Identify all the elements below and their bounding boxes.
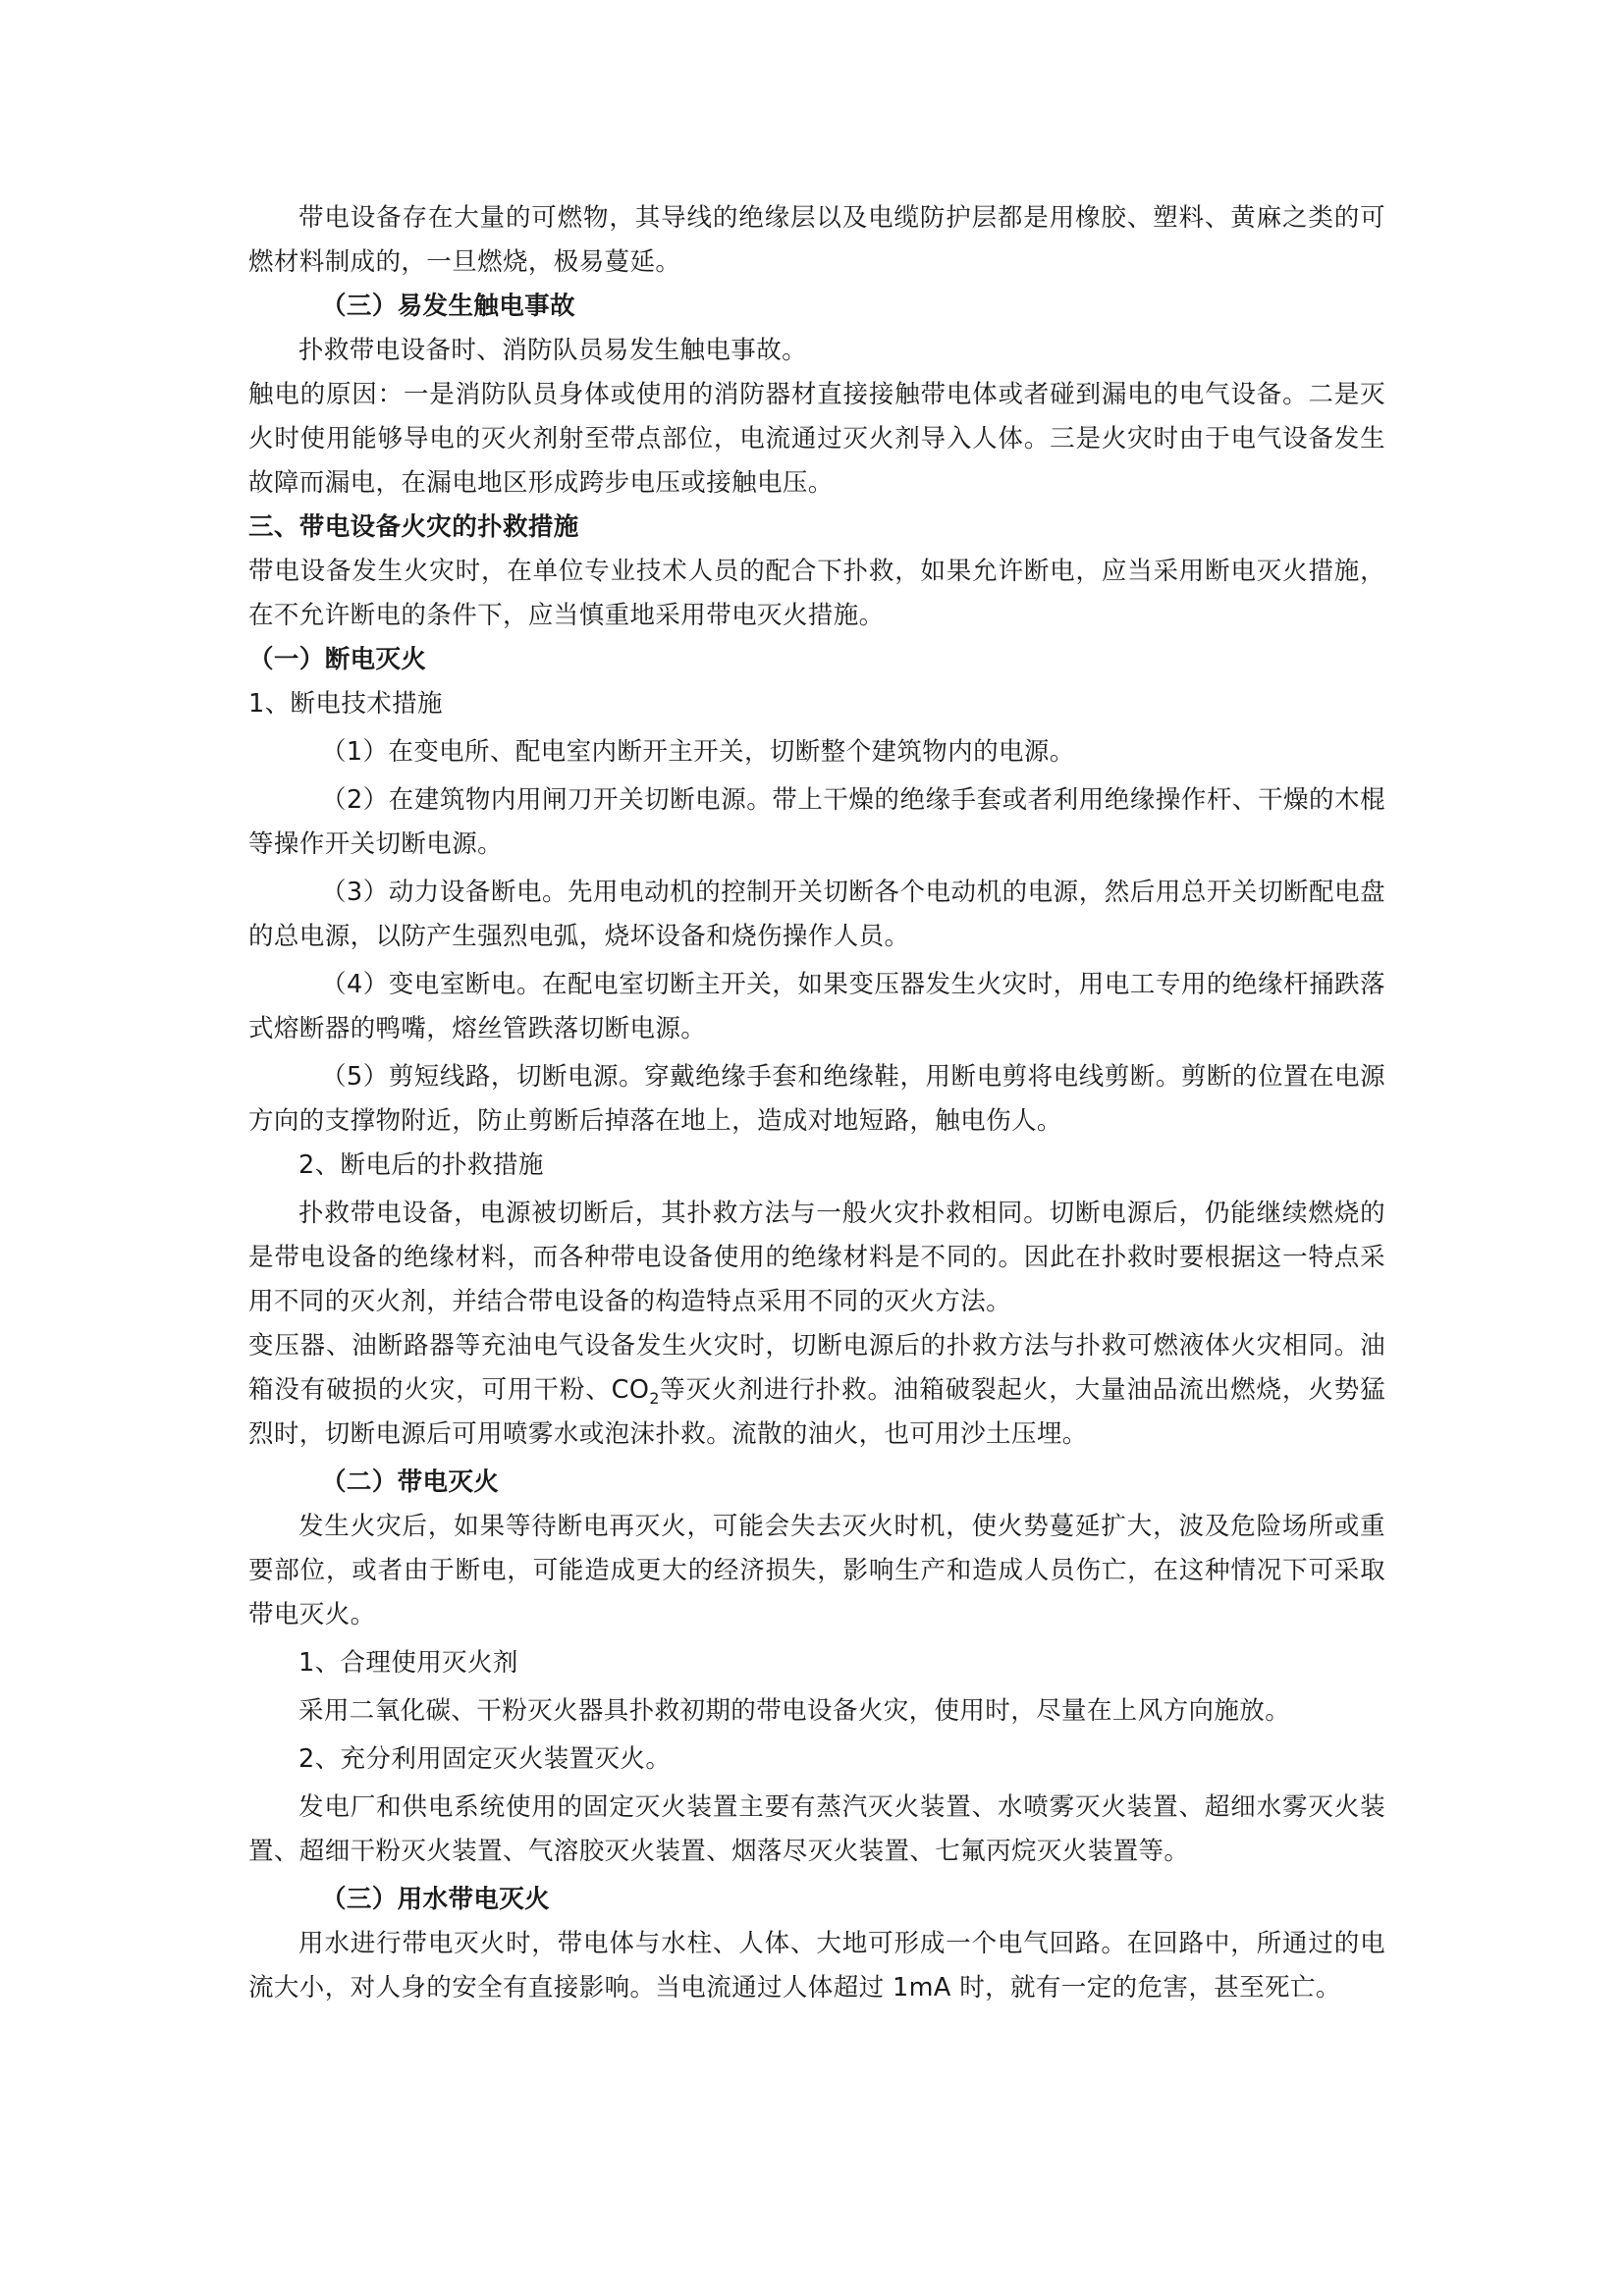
paragraph-section-three-intro: 带电设备发生火灾时，在单位专业技术人员的配合下扑救，如果允许断电，应当采用断电灭火措施，在不允许断电的条件下，应当慎重地采用带电灭火措施。 <box>248 557 1385 630</box>
co2-subscript: 2 <box>649 1389 660 1409</box>
paragraph-oil-equipment-part1: 变压器、油断路器等充油电气设备发生火灾时，切断电源后的扑救方法与扑救可燃液体火灾相同。油箱没有破损的火灾，可用干粉、CO <box>248 1331 1385 1405</box>
paragraph-live-firefighting: 发生火灾后，如果等待断电再灭火，可能会失去灭火时机，使火势蔓延扩大，波及危险场所或重要部位，或者由于断电，可能造成更大的经济损失，影响生产和造成人员伤亡，在这种情况下可采取带电灭火。 <box>248 1512 1385 1629</box>
paragraph-water-firefighting: 用水进行带电灭火时，带电体与水柱、人体、大地可形成一个电气回路。在回路中，所通过的电流大小，对人身的安全有直接影响。当电流通过人体超过 1mA 时，就有一定的危害，甚至死亡。 <box>248 1929 1385 2002</box>
paragraph-shock-risk: 扑救带电设备时、消防队员易发生触电事故。 <box>298 336 808 365</box>
paragraph-extinguishing-agents: 采用二氧化碳、干粉灭火器具扑救初期的带电设备火灾，使用时，尽量在上风方向施放。 <box>298 1696 1291 1726</box>
heading-power-off: （一）断电灭火 <box>248 645 427 674</box>
list-item-5: （5）剪短线路，切断电源。穿戴绝缘手套和绝缘鞋，用断电剪将电线剪断。剪断的位置在电源方向的支撑物附近，防止剪断后掉落在地上，造成对地短路，触电伤人。 <box>248 1062 1385 1136</box>
paragraph-shock-causes: 触电的原因：一是消防队员身体或使用的消防器材直接接触带电体或者碰到漏电的电气设备。二是灭火时使用能够导电的灭火剂射至带点部位，电流通过灭火剂导入人体。三是火灾时由于电气设备发生故障而漏电，在漏电地区形成跨步电压或接触电压。 <box>248 380 1385 498</box>
paragraph-oil-equipment <box>248 1324 1385 1457</box>
paragraph-flammable-materials: 带电设备存在大量的可燃物，其导线的绝缘层以及电缆防护层都是用橡胶、塑料、黄麻之类的可燃材料制成的，一旦燃烧，极易蔓延。 <box>248 203 1385 277</box>
list-item-3: （3）动力设备断电。先用电动机的控制开关切断各个电动机的电源，然后用总开关切断配电盘的总电源，以防产生强烈电弧，烧坏设备和烧伤操作人员。 <box>248 878 1385 951</box>
document-body <box>248 196 1385 2010</box>
list-item-1: （1）在变电所、配电室内断开主开关，切断整个建筑物内的电源。 <box>320 737 1075 767</box>
heading-power-off-measures: 1、断电技术措施 <box>248 689 443 719</box>
heading-fixed-devices: 2、充分利用固定灭火装置灭火。 <box>298 1744 672 1774</box>
paragraph-oil-equipment-part2: 等灭火剂进行扑救。油箱破裂起火，大量油品流出燃烧，火势猛烈时，切断电源后可用喷雾水或泡沫扑救。流散的油火，也可用沙土压埋。 <box>248 1375 1386 1449</box>
heading-live-firefighting: （二）带电灭火 <box>320 1468 500 1497</box>
list-item-2: （2）在建筑物内用闸刀开关切断电源。带上干燥的绝缘手套或者利用绝缘操作杆、干燥的木棍等操作开关切断电源。 <box>248 785 1385 859</box>
list-item-4: （4）变电室断电。在配电室切断主开关，如果变压器发生火灾时，用电工专用的绝缘杆捅跌落式熔断器的鸭嘴，熔丝管跌落切断电源。 <box>248 970 1385 1043</box>
heading-water-firefighting: （三）用水带电灭火 <box>320 1885 551 1914</box>
paragraph-fixed-devices: 发电厂和供电系统使用的固定灭火装置主要有蒸汽灭火装置、水喷雾灭火装置、超细水雾灭火装置、超细干粉灭火装置、气溶胶灭火装置、烟落尽灭火装置、七氟丙烷灭火装置等。 <box>248 1792 1385 1866</box>
heading-electric-shock: （三）易发生触电事故 <box>320 292 575 321</box>
heading-extinguishing-agents: 1、合理使用灭火剂 <box>298 1648 518 1678</box>
heading-section-three: 三、带电设备火灾的扑救措施 <box>248 512 579 542</box>
paragraph-after-power-off: 扑救带电设备，电源被切断后，其扑救方法与一般火灾扑救相同。切断电源后，仍能继续燃烧的是带电设备的绝缘材料，而各种带电设备使用的绝缘材料是不同的。因此在扑救时要根据这一特点采用不同的灭火剂，并结合带电设备的构造特点采用不同的灭火方法。 <box>248 1199 1385 1316</box>
heading-after-power-off: 2、断电后的扑救措施 <box>298 1150 544 1180</box>
